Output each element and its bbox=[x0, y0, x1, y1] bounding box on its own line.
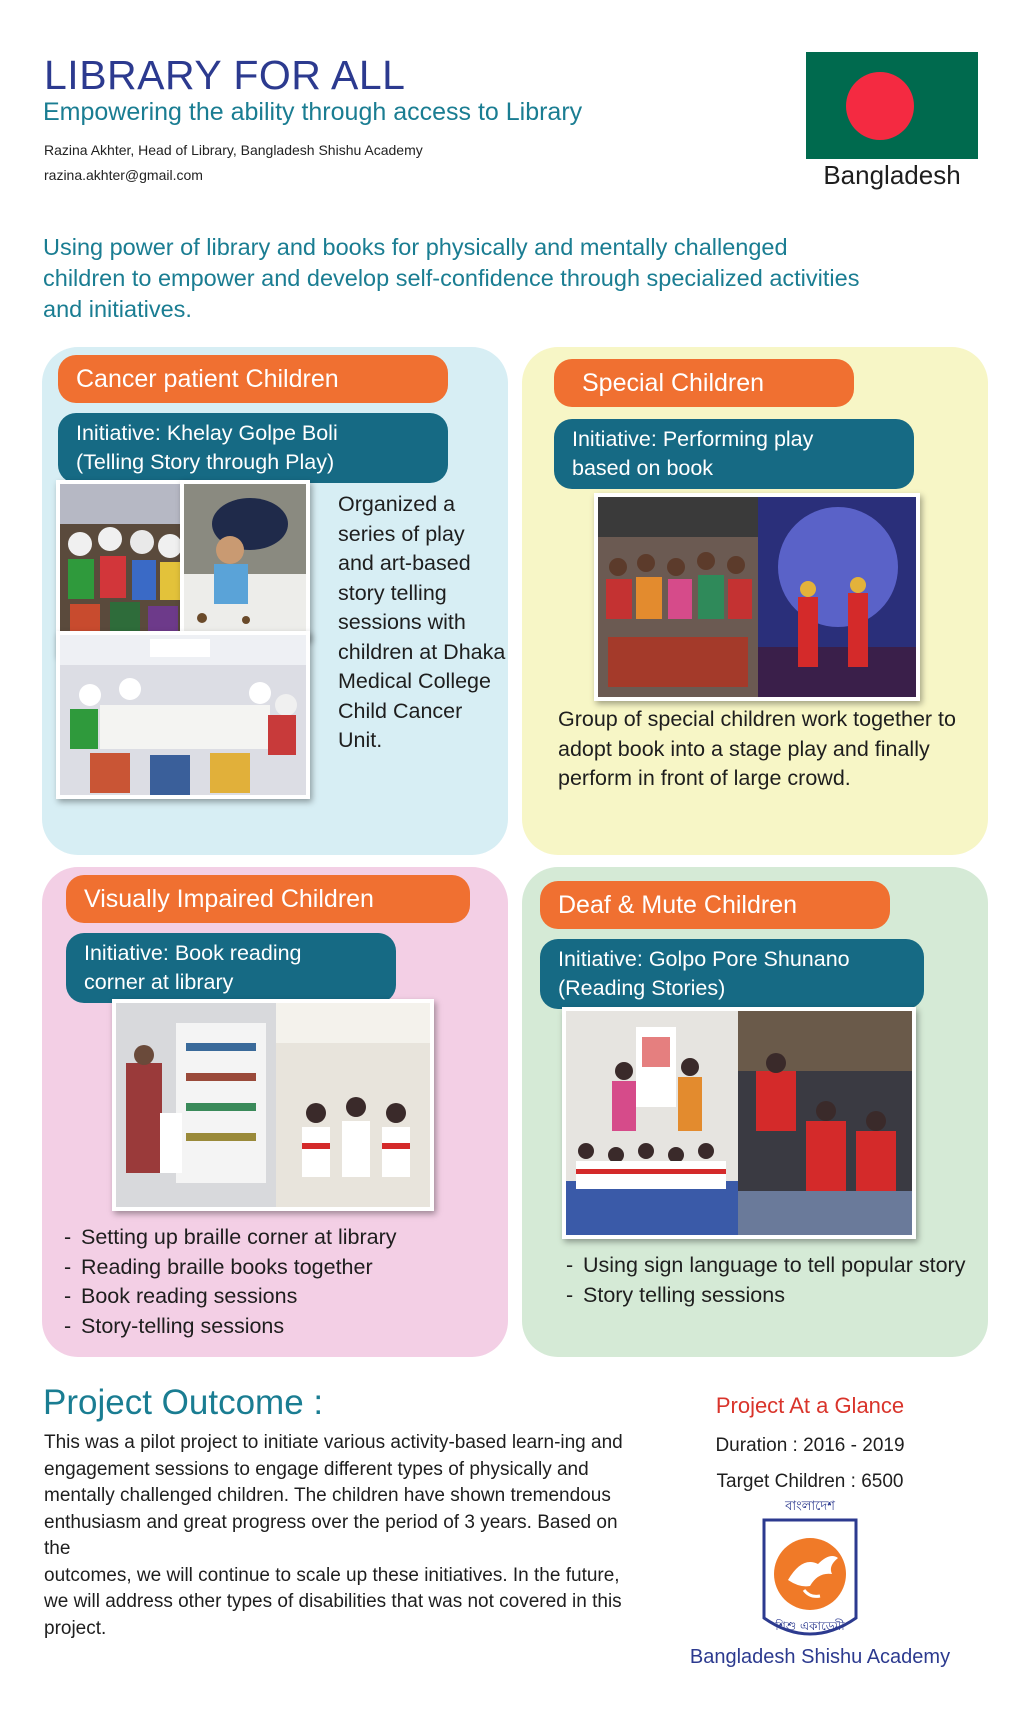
initiative-line-2: corner at library bbox=[84, 970, 234, 994]
initiative-line-1: Initiative: Golpo Pore Shunano bbox=[558, 947, 850, 971]
intro-text: Using power of library and books for physically and mentally challenged children to empower and develop self-confidence through specialized activities and initiatives. bbox=[43, 234, 860, 322]
page-title: LIBRARY FOR ALL bbox=[44, 52, 406, 98]
initiative-line-2: (Telling Story through Play) bbox=[76, 450, 335, 474]
panel-cancer-patient-children bbox=[42, 347, 508, 855]
panel-title: Deaf & Mute Children bbox=[540, 881, 890, 929]
panel-title: Special Children bbox=[554, 359, 854, 407]
panel-description: Organized a series of play and art-based story telling sessions with children at Dhaka Medical College Child Cancer Unit. bbox=[338, 492, 506, 752]
outcome-paragraph-2: outcomes, we will continue to scale up these initiatives. In the future, we will address other types of disabilities that was not covered in this project. bbox=[44, 1564, 622, 1639]
glance-title: Project At a Glance bbox=[715, 1393, 905, 1418]
bullet-item: - Using sign language to tell popular story bbox=[566, 1251, 976, 1281]
initiative-label bbox=[66, 933, 396, 1003]
photo-stage-play bbox=[594, 493, 920, 701]
photo-child-drawing bbox=[180, 480, 310, 640]
author-email: razina.akhter@gmail.com bbox=[44, 167, 203, 183]
panel-special-children bbox=[522, 347, 988, 855]
outcome-heading: Project Outcome : bbox=[43, 1383, 324, 1422]
panel-title: Cancer patient Children bbox=[58, 355, 448, 403]
initiative-line-1: Initiative: Khelay Golpe Boli bbox=[76, 421, 338, 445]
panel-description: Group of special children work together to adopt book into a stage play and finally perform in front of large crowd. bbox=[558, 707, 956, 790]
author-line: Razina Akhter, Head of Library, Bangladesh Shishu Academy bbox=[44, 142, 423, 158]
photo-braille-corner bbox=[112, 999, 434, 1211]
logo-bottom-text: শিশু একাডেমী bbox=[775, 1619, 845, 1633]
logo-caption: Bangladesh Shishu Academy bbox=[689, 1646, 951, 1668]
panel-visually-impaired-children bbox=[42, 867, 508, 1357]
panel-bullets bbox=[566, 1251, 976, 1310]
bullet-item: - Setting up braille corner at library bbox=[64, 1223, 494, 1253]
initiative-line-1: Initiative: Book reading bbox=[84, 941, 302, 965]
country-label: Bangladesh bbox=[823, 160, 961, 190]
photo-children-group bbox=[56, 480, 190, 656]
glance-duration: Duration : 2016 - 2019 bbox=[715, 1435, 905, 1456]
logo-top-text: বাংলাদেশ bbox=[785, 1499, 835, 1514]
photo-reading-stories bbox=[562, 1007, 916, 1239]
outcome-paragraph-1: This was a pilot project to initiate various activity-based learn-ing and engagement sessions to engage different types of physically and mentally challenged children. The children have shown tremendous enthusiasm and great progress over the period of 3 years. Based on the bbox=[44, 1432, 623, 1559]
photo-art-session bbox=[56, 631, 310, 799]
panel-bullets bbox=[64, 1223, 494, 1341]
bullet-item: - Story telling sessions bbox=[566, 1281, 976, 1311]
panel-deaf-mute-children bbox=[522, 867, 988, 1357]
glance-target: Target Children : 6500 bbox=[716, 1471, 904, 1492]
page-subtitle: Empowering the ability through access to Library bbox=[43, 98, 583, 126]
panel-title: Visually Impaired Children bbox=[66, 875, 470, 923]
initiative-label bbox=[540, 939, 924, 1009]
bangladesh-flag-icon bbox=[806, 52, 978, 159]
bullet-item: - Book reading sessions bbox=[64, 1282, 494, 1312]
initiative-line-1: Initiative: Performing play bbox=[572, 427, 814, 451]
initiative-label bbox=[58, 413, 448, 483]
bullet-item: - Reading braille books together bbox=[64, 1253, 494, 1283]
initiative-line-2: based on book bbox=[572, 456, 714, 480]
initiative-line-2: (Reading Stories) bbox=[558, 976, 726, 1000]
project-at-a-glance bbox=[660, 1393, 960, 1493]
outcome-text bbox=[44, 1430, 624, 1642]
bullet-item: - Story-telling sessions bbox=[64, 1312, 494, 1342]
initiative-label bbox=[554, 419, 914, 489]
